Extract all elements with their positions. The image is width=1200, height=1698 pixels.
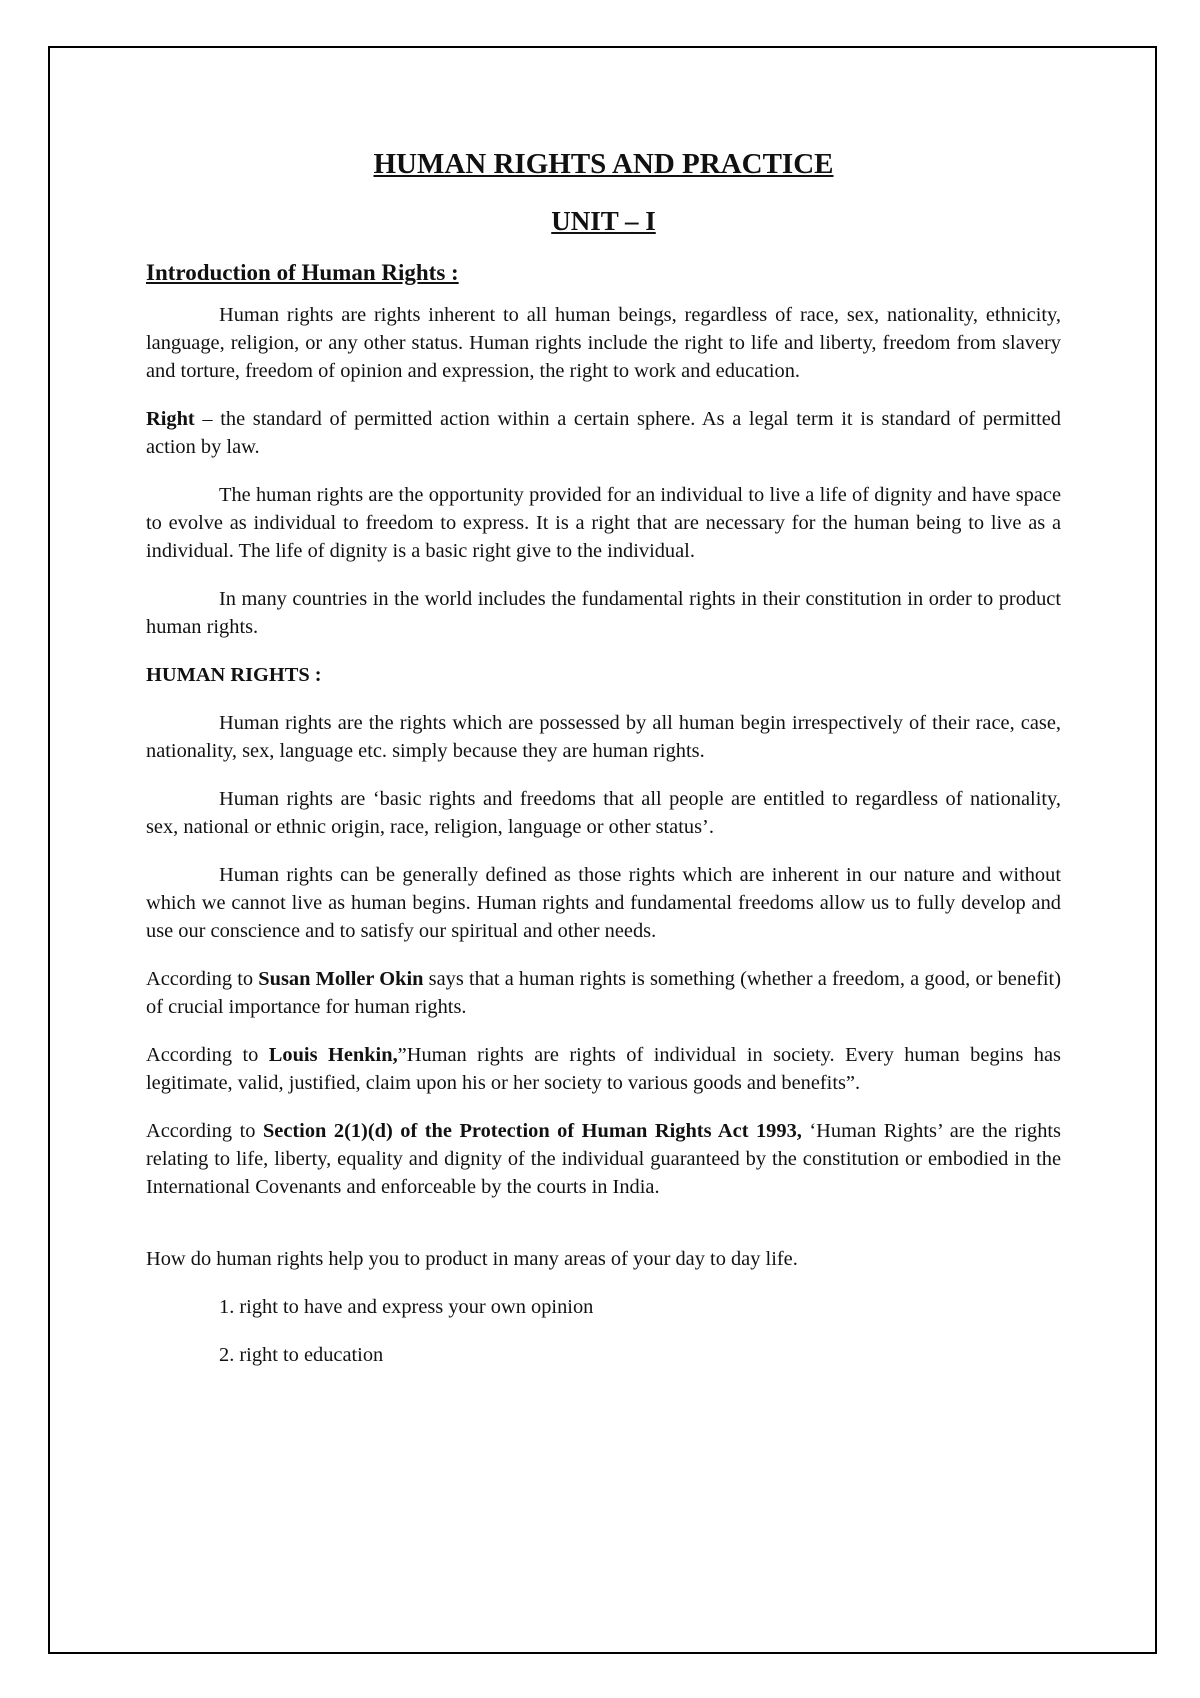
unit-heading: UNIT – I — [551, 206, 656, 236]
act-prefix: According to — [146, 1120, 263, 1142]
basic-rights-paragraph: Human rights are ‘basic rights and freedoms that all people are entitled to regardless of nationality, sex, national or ethnic origin, race, religion, language or other status’. — [146, 788, 1061, 838]
right-definition-text: – the standard of permitted action within a certain sphere. As a legal term it is standard of permitted action by law. — [146, 408, 1061, 458]
intro-heading: Introduction of Human Rights : — [146, 260, 459, 285]
intro-paragraph: Human rights are rights inherent to all human beings, regardless of race, sex, nationality, ethnicity, language, religion, or any other status. Human rights include the right to life and liberty, freedom from slavery and torture, freedom of opinion and expression, the right to work and education. — [146, 304, 1061, 382]
human-rights-heading: HUMAN RIGHTS : — [146, 664, 322, 686]
henkin-prefix: According to — [146, 1044, 269, 1066]
countries-paragraph: In many countries in the world includes the fundamental rights in their constitution in order to product human rights. — [146, 588, 1061, 638]
henkin-quote — [146, 1041, 1061, 1097]
okin-name: Susan Moller Okin — [258, 968, 424, 990]
right-definition — [146, 405, 1061, 461]
henkin-name: Louis Henkin, — [268, 1044, 398, 1066]
okin-text: says that a human rights is something (whether a freedom, a good, or benefit) of crucial importance for human rights. — [146, 968, 1062, 1018]
okin-quote — [146, 965, 1061, 1021]
act-text: ‘Human Rights’ are the rights relating to life, liberty, equality and dignity of the individual guaranteed by the constitution or embodied in the International Covenants and enforceable by the courts in India. — [146, 1120, 1061, 1198]
opportunity-paragraph: The human rights are the opportunity provided for an individual to live a life of dignity and have space to evolve as individual to freedom to express. It is a right that are necessary for the human being to live as a individual. The life of dignity is a basic right give to the individual. — [146, 484, 1061, 562]
okin-prefix: According to — [146, 968, 259, 990]
question-line: How do human rights help you to product in many areas of your day to day life. — [146, 1248, 798, 1270]
document-body — [146, 146, 1061, 1369]
right-term: Right — [146, 408, 195, 430]
henkin-text: ”Human rights are rights of individual in society. Every human begins has legitimate, valid, justified, claim upon his or her society to various goods and benefits”. — [146, 1044, 1061, 1094]
document-title: HUMAN RIGHTS AND PRACTICE — [373, 148, 834, 180]
act-name: Section 2(1)(d) of the Protection of Human Rights Act 1993, — [262, 1120, 802, 1142]
act-quote — [146, 1117, 1061, 1201]
list-item: 1. right to have and express your own opinion — [219, 1296, 594, 1318]
possessed-paragraph: Human rights are the rights which are possessed by all human begin irrespectively of their race, case, nationality, sex, language etc. simply because they are human rights. — [146, 712, 1061, 762]
defined-paragraph: Human rights can be generally defined as those rights which are inherent in our nature and without which we cannot live as human begins. Human rights and fundamental freedoms allow us to fully develop and use our conscience and to satisfy our spiritual and other needs. — [146, 864, 1061, 942]
list-item: 2. right to education — [219, 1344, 384, 1366]
